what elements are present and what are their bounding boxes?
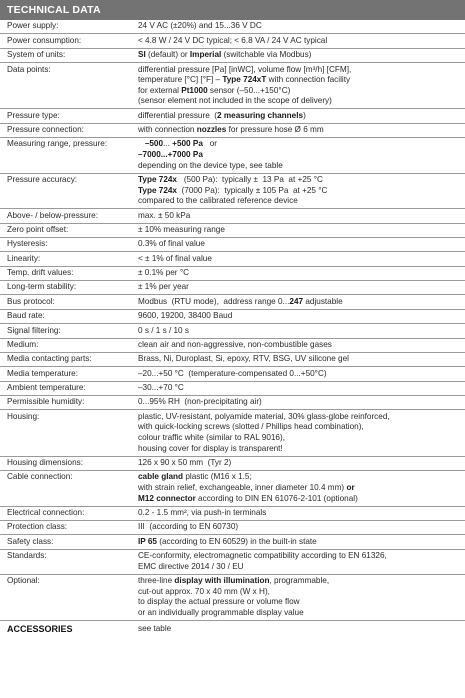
spec-value-text: compared to the calibrated reference device [138, 196, 298, 206]
spec-label: Above- / below-pressure: [0, 209, 132, 223]
spec-row [0, 252, 465, 266]
spec-value-text: or an individually programmable display value [138, 607, 304, 617]
spec-label: Protection class: [0, 520, 132, 534]
spec-value-line [138, 537, 462, 548]
spec-value-text: EMC directive 2014 / 30 / EU [138, 561, 244, 571]
spec-value-line [138, 36, 462, 47]
spec-label: Bus protocol: [0, 295, 132, 309]
spec-label: Housing dimensions: [0, 456, 132, 470]
spec-value-text: < 4.8 W / 24 V DC typical; < 6.8 VA / 24 V AC typical [138, 35, 328, 45]
spec-value-line [138, 494, 462, 505]
spec-label: Pressure connection: [0, 123, 132, 137]
spec-value-text: for external [138, 85, 182, 95]
spec-value-emphasis: 2 measuring channels [217, 110, 304, 120]
spec-value-text: (switchable via Modbus) [221, 50, 312, 60]
spec-value-line [138, 175, 462, 186]
spec-value-text: max. ± 50 kPa [138, 210, 191, 220]
spec-value-line [138, 508, 462, 519]
spec-value [132, 34, 465, 48]
spec-value-text: (7000 Pa): typically ± 105 Pa at +25 °C [177, 185, 328, 195]
spec-label: Media contacting parts: [0, 352, 132, 366]
spec-label: Cable connection: [0, 470, 132, 506]
spec-label: Long-term stability: [0, 281, 132, 295]
spec-value-line [138, 472, 462, 483]
spec-row [0, 470, 465, 506]
spec-value-text: clean air and non-aggressive, non-combustible gases [138, 339, 332, 349]
spec-value-line [138, 21, 462, 32]
spec-value [132, 410, 465, 456]
spec-value-line [138, 444, 462, 455]
spec-value-emphasis: +7000 Pa [167, 150, 203, 160]
spec-label: Media temperature: [0, 367, 132, 381]
spec-row [0, 506, 465, 520]
spec-value [132, 20, 465, 34]
spec-value-text: ) [303, 110, 306, 120]
spec-value [132, 281, 465, 295]
spec-row [0, 309, 465, 323]
spec-value-line [138, 326, 462, 337]
spec-value [132, 456, 465, 470]
spec-label: Hysteresis: [0, 237, 132, 251]
spec-value [132, 470, 465, 506]
spec-value-emphasis: Type 724xT [222, 75, 267, 85]
spec-row [0, 324, 465, 338]
section-title: TECHNICAL DATA [7, 4, 101, 16]
spec-value-text: 126 x 90 x 50 mm (Tyr 2) [138, 457, 232, 467]
spec-value-line [138, 50, 462, 61]
spec-label: Optional: [0, 574, 132, 620]
spec-row [0, 535, 465, 549]
spec-value [132, 63, 465, 109]
spec-value-text: three-line [138, 575, 175, 585]
spec-value-emphasis: Type 724x [138, 174, 177, 184]
spec-value [132, 324, 465, 338]
spec-value-line [138, 239, 462, 250]
spec-row [0, 123, 465, 137]
spec-value-line [138, 282, 462, 293]
spec-label: Temp. drift values: [0, 266, 132, 280]
spec-value-text: 24 V AC (±20%) and 15...36 V DC [138, 21, 262, 31]
spec-value-line [138, 311, 462, 322]
spec-value-text: with connection [138, 125, 197, 135]
spec-row [0, 338, 465, 352]
spec-value [132, 237, 465, 251]
spec-value-line [138, 551, 462, 562]
spec-value-emphasis: cable gland [138, 472, 184, 482]
spec-row [0, 281, 465, 295]
spec-row [0, 574, 465, 620]
spec-value-text: sensor (–50...+150°C) [207, 85, 291, 95]
spec-value-line [138, 576, 462, 587]
spec-value-text: plastic, UV-resistant, polyamide material, 30% glass-globe reinforced, [138, 411, 390, 421]
spec-value-text: –30...+70 °C [138, 383, 184, 393]
spec-value-emphasis: –7000 [138, 150, 161, 160]
spec-value-text: according to DIN EN 61076-2-101 (optional) [195, 493, 358, 503]
spec-row [0, 367, 465, 381]
spec-value-text: (according to EN 60529) in the built-in state [156, 536, 317, 546]
spec-value-text: CE-conformity, electromagnetic compatibility according to EN 61326, [138, 551, 387, 561]
spec-label: Permissible humidity: [0, 396, 132, 410]
spec-row [0, 381, 465, 395]
spec-value-text: 0.2 - 1.5 mm², via push-in terminals [138, 507, 267, 517]
spec-value-line [138, 433, 462, 444]
spec-value-text: (default) or [145, 50, 190, 60]
spec-label: Data points: [0, 63, 132, 109]
spec-value-line [138, 340, 462, 351]
spec-value-line [138, 597, 462, 608]
spec-value [132, 138, 465, 174]
spec-value [132, 549, 465, 574]
spec-value-line [138, 458, 462, 469]
spec-value-line [138, 150, 462, 161]
spec-value-emphasis: IP 65 [138, 536, 157, 546]
spec-label: Power consumption: [0, 34, 132, 48]
spec-label: Pressure accuracy: [0, 173, 132, 209]
spec-label: Signal filtering: [0, 324, 132, 338]
spec-value-text: depending on the device type, see table [138, 160, 283, 170]
spec-value-emphasis: Imperial [189, 50, 222, 60]
spec-value-line [138, 65, 462, 76]
spec-value-text: colour traffic white (similar to RAL 9016), [138, 432, 285, 442]
spec-value [132, 506, 465, 520]
spec-value-text: 0.3% of final value [138, 239, 205, 249]
spec-value-line [138, 562, 462, 573]
spec-value-text: III (according to EN 60730) [138, 522, 239, 532]
spec-value-text: with quick-locking screws (slotted / Phillips head combination), [138, 422, 364, 432]
spec-value-text: for pressure hose Ø 6 mm [226, 125, 324, 135]
spec-value-line [138, 369, 462, 380]
spec-value-emphasis: nozzles [196, 125, 227, 135]
spec-value-text: 0...95% RH (non-precipitating air) [138, 397, 262, 407]
spec-value-text: 0 s / 1 s / 10 s [138, 325, 189, 335]
spec-value-text: cut-out approx. 70 x 40 mm (W x H), [138, 586, 270, 596]
spec-value-line [138, 268, 462, 279]
spec-row [0, 138, 465, 174]
spec-value-emphasis: or [346, 482, 355, 492]
spec-value-line [138, 161, 462, 172]
spec-value [132, 266, 465, 280]
spec-value [132, 520, 465, 534]
spec-value [132, 535, 465, 549]
spec-row [0, 209, 465, 223]
spec-value-line [138, 522, 462, 533]
spec-value-line [138, 254, 462, 265]
spec-table [0, 20, 465, 636]
spec-label: Linearity: [0, 252, 132, 266]
spec-value-line [138, 412, 462, 423]
spec-value-line [138, 211, 462, 222]
spec-value-text: 9600, 19200, 38400 Baud [138, 311, 233, 321]
spec-value-line [138, 225, 462, 236]
spec-value-line [138, 397, 462, 408]
spec-value-line [138, 96, 462, 107]
spec-value [132, 123, 465, 137]
spec-value-text: ± 1% per year [138, 282, 189, 292]
spec-label: Safety class: [0, 535, 132, 549]
spec-value-text: ± 10% measuring range [138, 224, 225, 234]
spec-row [0, 48, 465, 62]
spec-value-line [138, 139, 462, 150]
spec-row [0, 266, 465, 280]
spec-value-text: Modbus (RTU mode), address range 0... [138, 296, 290, 306]
spec-value-text: plastic (M16 x 1.5; [183, 472, 252, 482]
spec-value [132, 367, 465, 381]
spec-row [0, 549, 465, 574]
accessories-label: ACCESSORIES [7, 623, 73, 634]
spec-row [0, 410, 465, 456]
accessories-value: see table [138, 623, 172, 633]
spec-value-emphasis: Pt1000 [181, 85, 208, 95]
spec-row [0, 456, 465, 470]
spec-value [132, 252, 465, 266]
spec-value-text: temperature [°C] [°F] – [138, 75, 223, 85]
spec-value-line [138, 297, 462, 308]
spec-value-line [138, 354, 462, 365]
spec-value-text: –20...+50 °C (temperature-compensated 0...+50°C) [138, 368, 327, 378]
spec-value-line [138, 186, 462, 197]
spec-value [132, 173, 465, 209]
spec-value [132, 109, 465, 123]
spec-label: Housing: [0, 410, 132, 456]
spec-label: Medium: [0, 338, 132, 352]
spec-value-emphasis: SI [138, 50, 146, 60]
spec-label: Power supply: [0, 20, 132, 34]
spec-value-line [138, 608, 462, 619]
spec-value-line [138, 483, 462, 494]
spec-value [132, 309, 465, 323]
spec-value [132, 48, 465, 62]
spec-value [132, 352, 465, 366]
spec-value [132, 396, 465, 410]
spec-label: Ambient temperature: [0, 381, 132, 395]
spec-value [132, 209, 465, 223]
spec-row [0, 109, 465, 123]
spec-value-text: with connection facility [266, 75, 351, 85]
spec-value-text: to display the actual pressure or volume flow [138, 597, 300, 607]
accessories-row [0, 620, 465, 635]
spec-value-emphasis: Type 724x [138, 185, 177, 195]
spec-label: Standards: [0, 549, 132, 574]
spec-label: Zero point offset: [0, 223, 132, 237]
spec-value-text: differential pressure [Pa] [inWC], volume flow [m³/h] [CFM], [138, 64, 352, 74]
spec-value-line [138, 86, 462, 97]
section-header [0, 0, 465, 20]
spec-row [0, 223, 465, 237]
spec-value-line [138, 125, 462, 136]
spec-value-line [138, 196, 462, 207]
spec-value-text: , programmable, [269, 575, 330, 585]
spec-row [0, 20, 465, 34]
spec-value-text: housing cover for display is transparent! [138, 443, 283, 453]
spec-row [0, 34, 465, 48]
spec-label: Pressure type: [0, 109, 132, 123]
spec-value-text: Brass, Ni, Duroplast, Si, epoxy, RTV, BSG, UV silicone gel [138, 354, 349, 364]
spec-value-emphasis: 247 [289, 296, 304, 306]
spec-value-text: with strain relief, exchangeable, inner diameter 10.4 mm) [138, 482, 347, 492]
spec-table-body [0, 20, 465, 620]
spec-value-emphasis: display with illumination [174, 575, 270, 585]
spec-value-line [138, 75, 462, 86]
spec-value-line [138, 422, 462, 433]
spec-value [132, 574, 465, 620]
spec-value-emphasis: –500 [138, 139, 164, 149]
spec-value [132, 223, 465, 237]
spec-value-line [138, 587, 462, 598]
spec-row [0, 352, 465, 366]
spec-value-text: (500 Pa): typically ± 13 Pa at +25 °C [177, 174, 323, 184]
spec-label: System of units: [0, 48, 132, 62]
spec-value-emphasis: ... [160, 150, 168, 160]
spec-value-line [138, 383, 462, 394]
spec-value-text: ± 0.1% per °C [138, 268, 189, 278]
spec-label: Measuring range, pressure: [0, 138, 132, 174]
spec-label: Electrical connection: [0, 506, 132, 520]
spec-value-text: < ± 1% of final value [138, 253, 212, 263]
spec-value [132, 381, 465, 395]
spec-row [0, 173, 465, 209]
spec-row [0, 520, 465, 534]
spec-row [0, 295, 465, 309]
spec-label: Baud rate: [0, 309, 132, 323]
spec-value-text: adjustable [303, 296, 343, 306]
spec-value-text: (sensor element not included in the scope of delivery) [138, 96, 332, 106]
spec-value [132, 295, 465, 309]
spec-value-emphasis: +500 Pa [172, 139, 203, 149]
spec-value-line [138, 111, 462, 122]
spec-row [0, 396, 465, 410]
spec-value-text: or [202, 139, 217, 149]
spec-value-text: differential pressure ( [138, 110, 218, 120]
spec-value-text: ... [163, 139, 173, 149]
spec-row [0, 63, 465, 109]
spec-row [0, 237, 465, 251]
spec-value-emphasis: M12 connector [138, 493, 196, 503]
spec-value [132, 338, 465, 352]
